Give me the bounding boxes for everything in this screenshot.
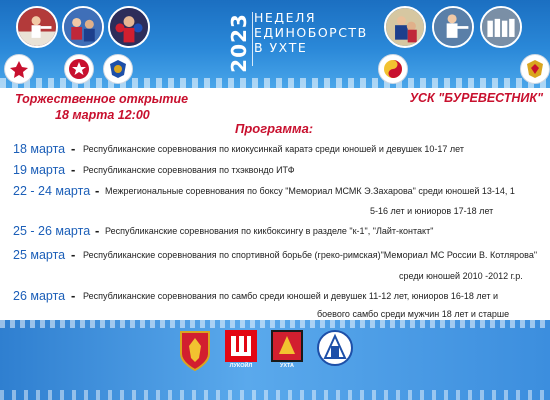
event-date: 19 марта: [13, 163, 66, 177]
title-line-1: НЕДЕЛЯ: [254, 10, 317, 25]
event-description: Республиканские соревнования по самбо среди юношей и девушек 11-12 лет, юниоров 16-18 лет и: [83, 291, 498, 301]
event-dash: -: [71, 288, 76, 303]
event-date: 25 марта: [13, 248, 66, 262]
event-description-continued: 5-16 лет и юниоров 17-18 лет: [370, 206, 494, 216]
event-date: 25 - 26 марта: [13, 224, 91, 238]
title-line-3: В УХТЕ: [254, 40, 308, 55]
event-year: 2023: [227, 13, 252, 73]
program-title: Программа:: [235, 121, 314, 136]
title-line-2: ЕДИНОБОРСТВ: [254, 25, 368, 40]
sambo-photo: [384, 6, 426, 48]
event-dash: -: [71, 141, 76, 156]
event-description-continued: среди юношей 2010 -2012 г.р.: [399, 271, 523, 281]
opening-datetime: 18 марта 12:00: [55, 108, 150, 122]
taekwondo-photo: [432, 6, 474, 48]
footer-banner: [0, 320, 550, 400]
wrestling-photo: [62, 6, 104, 48]
boxing-federation-emblem: [103, 54, 133, 84]
event-description: Республиканские соревнования по кикбоксингу в разделе "к-1", "Лайт-контакт": [105, 226, 434, 236]
event-description: Республиканские соревнования по тхэквондо ИТФ: [83, 165, 295, 175]
sambo-federation-emblem: [64, 54, 94, 84]
event-date: 22 - 24 марта: [13, 184, 91, 198]
opening-ceremony: [15, 91, 205, 123]
komi-coat-of-arms-icon: [178, 330, 212, 378]
event-description: Республиканские соревнования по спортивной борьбе (греко-римская)"Мемориал МС России В. Котлярова": [83, 250, 538, 260]
karate-photo: [16, 6, 58, 48]
boxing-photo: [108, 6, 150, 48]
ukhta-coat-of-arms-icon: УХТА: [270, 330, 304, 378]
kickboxing-photo: [480, 6, 522, 48]
event-dash: -: [95, 183, 100, 198]
event-dash: -: [71, 247, 76, 262]
event-dash: -: [71, 162, 76, 177]
event-description: Межрегиональные соревнования по боксу "Мемориал МСМК Э.Захарова" среди юношей 13-14, 1: [105, 186, 515, 196]
taekwondo-emblem: [378, 54, 408, 84]
title-divider: [252, 12, 253, 66]
event-description-continued: боевого самбо среди мужчин 18 лет и старше: [317, 309, 510, 319]
ugtu-logo-icon: [318, 330, 352, 378]
event-date: 26 марта: [13, 289, 66, 303]
lukoil-logo-icon: ЛУКОЙЛ: [224, 330, 258, 378]
event-dash: -: [95, 223, 100, 238]
event-title: [228, 6, 378, 74]
venue-name: УСК "БУРЕВЕСТНИК": [409, 91, 543, 105]
event-date: 18 марта: [13, 142, 66, 156]
opening-label: Торжественное открытие: [15, 92, 189, 106]
komi-emblem: [520, 54, 550, 84]
kyokushin-emblem: [4, 54, 34, 84]
header-banner: [0, 0, 550, 88]
event-description: Республиканские соревнования по киокусинкай каратэ среди юношей и девушек 10-17 лет: [83, 144, 464, 154]
